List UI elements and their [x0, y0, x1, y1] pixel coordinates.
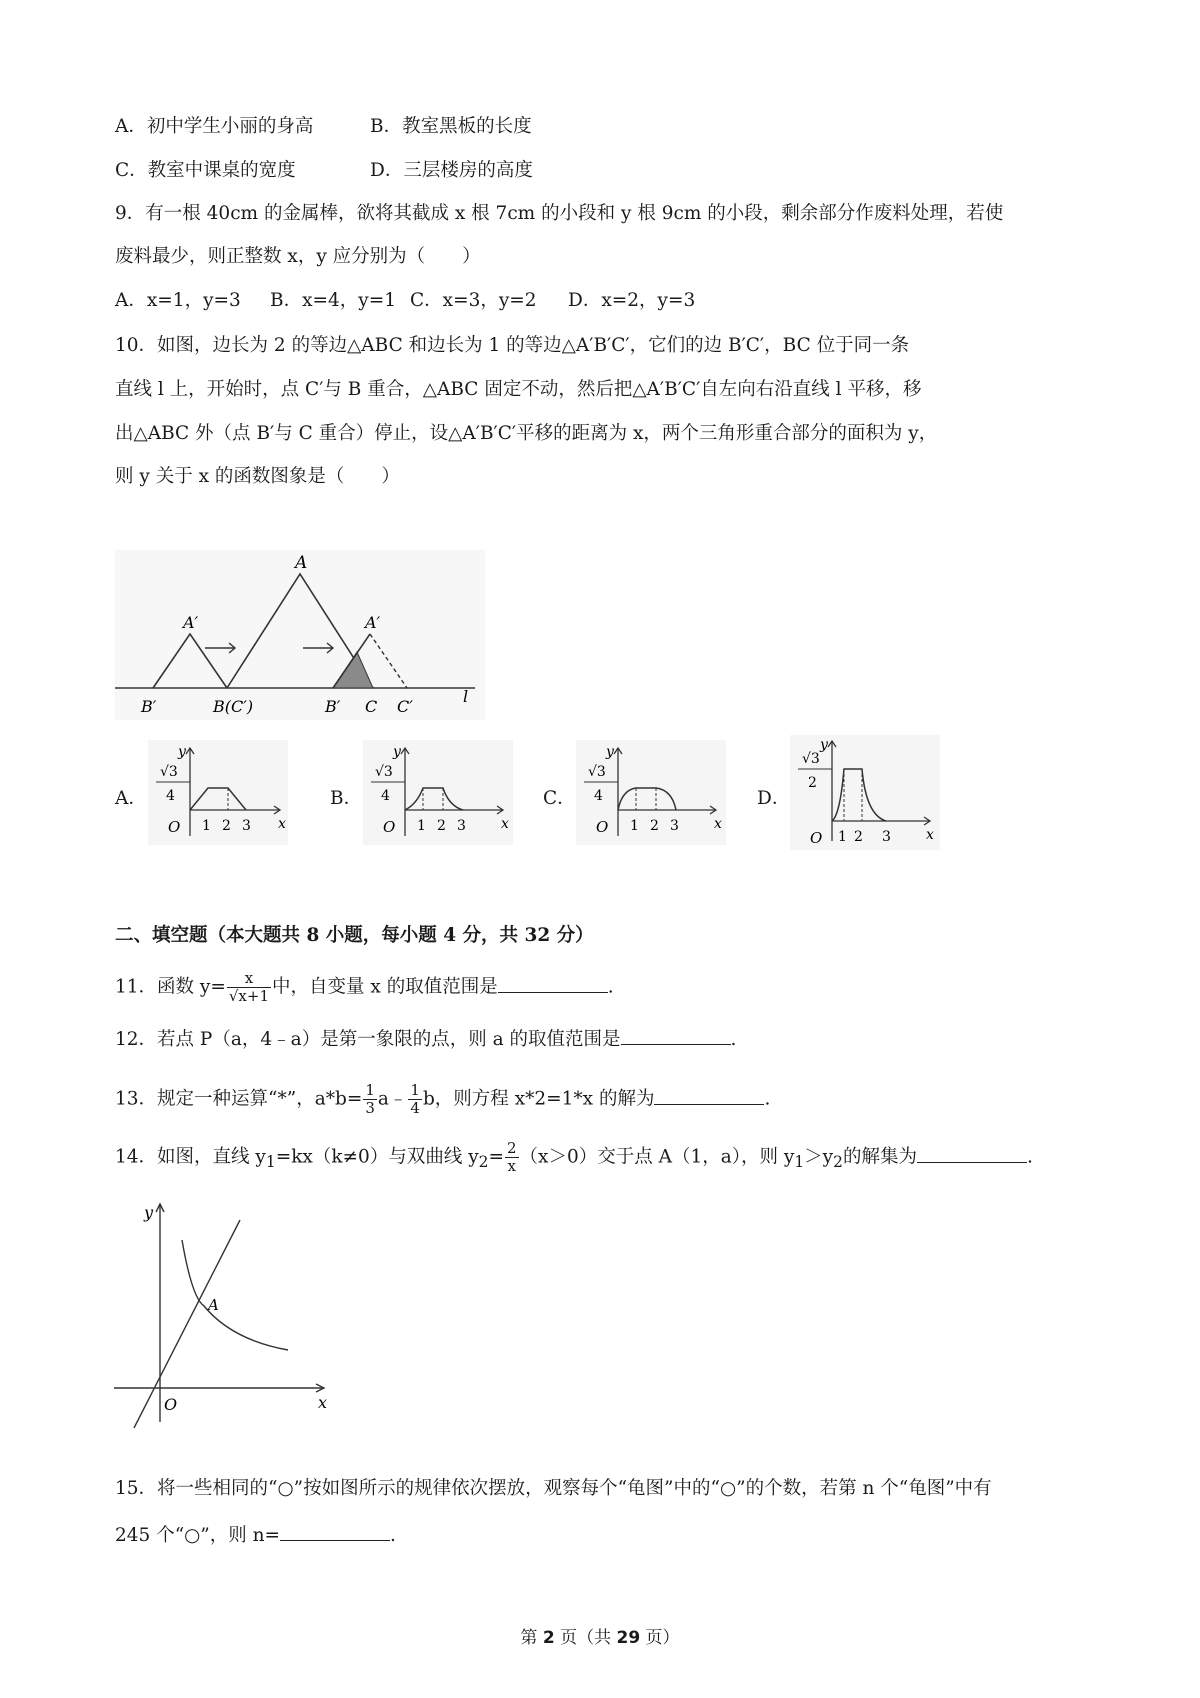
q14-end: . [1026, 1146, 1033, 1168]
q9-option-c: C．x=3，y=2 [410, 290, 537, 311]
label-l: l [463, 687, 469, 706]
graph-d-x-label: x [926, 827, 934, 843]
graph-b-den: 4 [381, 788, 390, 804]
q13-text [115, 1082, 770, 1117]
q13-prefix: 13．规定一种运算“*”，a*b= [115, 1088, 363, 1110]
q14-x-label: x [318, 1393, 328, 1412]
q10-option-b-letter: B． [330, 788, 363, 809]
q15-line2-prefix: 245 个“○”，则 n= [115, 1525, 281, 1546]
q14-sub-3: 1 [794, 1153, 805, 1172]
q14-origin-label: O [164, 1395, 178, 1414]
q9-option-d: D．x=2，y=3 [568, 290, 696, 311]
footer-total-pages: 29 [616, 1628, 641, 1648]
q8-option-d: D．三层楼房的高度 [370, 160, 533, 181]
q13-middle: a﹣ [377, 1088, 408, 1110]
graph-b-origin: O [383, 818, 396, 836]
q11-prefix: 11．函数 y= [115, 976, 226, 998]
graph-a-tick1: 1 [202, 818, 211, 834]
graph-d-tick2: 2 [854, 829, 863, 845]
graph-b-y-label: y [393, 744, 401, 760]
q8-option-b: B．教室黑板的长度 [370, 116, 532, 137]
graph-c-tick2: 2 [650, 818, 659, 834]
q13-fraction-1-denominator: 3 [365, 1099, 375, 1117]
footer-middle: 页（共 [554, 1628, 617, 1648]
footer-prefix: 第 [520, 1628, 543, 1648]
graph-a-sqrt3: √3 [160, 764, 178, 780]
q14-prefix: 14．如图，直线 y [115, 1146, 266, 1168]
graph-d-sqrt3: √3 [802, 751, 820, 767]
q11-fraction-numerator: x [227, 970, 271, 988]
q13-fraction-2-denominator: 4 [410, 1099, 420, 1117]
q15-end: . [390, 1525, 396, 1546]
label-a: A [295, 553, 308, 573]
graph-c-tick1: 1 [630, 818, 639, 834]
q14-middle-4: ＞y [804, 1146, 834, 1168]
section-2-heading: 二、填空题（本大题共 8 小题，每小题 4 分，共 32 分） [115, 925, 594, 946]
graph-a-tick3: 3 [242, 818, 251, 834]
q13-fraction-1-numerator: 1 [365, 1081, 375, 1099]
graph-d-tick3: 3 [882, 829, 891, 845]
q9-text-line2: 废料最少，则正整数 x，y 应分别为（ ） [115, 246, 481, 267]
label-a-prime-2: A′ [365, 613, 381, 632]
q11-suffix: 中，自变量 x 的取值范围是 [272, 976, 498, 998]
q14-middle-3: （x＞0）交于点 A（1，a），则 y [519, 1146, 795, 1168]
q15-text-line1: 15．将一些相同的“○”按如图所示的规律依次摆放，观察每个“龟图”中的“○”的个数，若第 n 个“龟图”中有 [115, 1478, 992, 1499]
footer-page-number: 2 [542, 1628, 555, 1648]
q12-answer-blank[interactable] [621, 1026, 731, 1045]
q10-option-c-graph [576, 740, 726, 845]
q11-answer-blank[interactable] [498, 974, 608, 993]
q10-text-line2: 直线 l 上，开始时，点 C′与 B 重合，△ABC 固定不动，然后把△A′B′C′自左向右沿直线 l 平移，移 [115, 379, 922, 400]
q13-fraction-2 [408, 1082, 422, 1117]
graph-b-x-label: x [501, 816, 509, 832]
q14-text [115, 1140, 1033, 1176]
label-a-prime-1: A′ [183, 613, 199, 632]
graph-b-sqrt3: √3 [375, 764, 393, 780]
q15-answer-blank[interactable] [280, 1522, 390, 1541]
graph-a-tick2: 2 [222, 818, 231, 834]
graph-c-tick3: 3 [670, 818, 679, 834]
q14-graph-figure [112, 1198, 334, 1430]
q12-end: . [730, 1029, 737, 1050]
q10-text-line3: 出△ABC 外（点 B′与 C 重合）停止，设△A′B′C′平移的距离为 x，两个三角形重合部分的面积为 y， [115, 423, 938, 444]
label-b-prime-1: B′ [141, 697, 157, 716]
page-footer [0, 1623, 1200, 1648]
q13-fraction-1 [363, 1082, 377, 1117]
q11-fraction-denominator: √x+1 [228, 987, 270, 1005]
figure-background [115, 550, 485, 720]
q10-option-d-letter: D． [757, 788, 791, 809]
graph-d-tick1: 1 [838, 829, 847, 845]
q10-text-line4: 则 y 关于 x 的函数图象是（ ） [115, 466, 400, 487]
q15-text-line2 [115, 1522, 396, 1550]
graph-b-tick2: 2 [437, 818, 446, 834]
label-b-prime-2: B′ [325, 697, 341, 716]
graph-c-den: 4 [594, 788, 603, 804]
graph-c-y-label: y [606, 744, 614, 760]
q14-suffix: 的解集为 [842, 1146, 917, 1168]
q10-triangles-figure [115, 550, 485, 720]
graph-c-origin: O [596, 818, 609, 836]
q14-hyperbola-y2 [182, 1240, 288, 1350]
graph-a-origin: O [168, 818, 181, 836]
q14-middle-1: =kx（k≠0）与双曲线 y [275, 1146, 479, 1168]
graph-c-x-label: x [714, 816, 722, 832]
q14-sub-1: 1 [265, 1153, 276, 1172]
q14-fraction [505, 1140, 519, 1175]
graph-d-origin: O [810, 829, 823, 847]
footer-suffix: 页） [640, 1628, 680, 1648]
graph-b-tick3: 3 [457, 818, 466, 834]
graph-c-sqrt3: √3 [588, 764, 606, 780]
q13-suffix: b，则方程 x*2=1*x 的解为 [422, 1088, 655, 1110]
q10-option-d-graph [790, 735, 940, 850]
q13-answer-blank[interactable] [654, 1086, 764, 1105]
q10-option-a-letter: A． [115, 788, 147, 809]
q13-fraction-2-numerator: 1 [410, 1081, 420, 1099]
label-c-prime: C′ [397, 697, 413, 716]
q14-sub-4: 2 [833, 1153, 843, 1172]
q9-text-line1: 9．有一根 40cm 的金属棒，欲将其截成 x 根 7cm 的小段和 y 根 9cm 的小段，剩余部分作废料处理，若使 [115, 203, 1004, 224]
graph-a-y-label: y [178, 744, 186, 760]
q8-option-c: C．教室中课桌的宽度 [115, 160, 296, 181]
graph-b-tick1: 1 [417, 818, 426, 834]
q14-sub-2: 2 [478, 1153, 489, 1172]
q8-option-a: A．初中学生小丽的身高 [115, 116, 314, 137]
q10-option-c-letter: C． [543, 788, 576, 809]
q9-option-a: A．x=1，y=3 [115, 290, 241, 311]
q14-middle-2: = [488, 1146, 504, 1168]
q10-text-line1: 10．如图，边长为 2 的等边△ABC 和边长为 1 的等边△A′B′C′，它们的边 B′C′，BC 位于同一条 [115, 335, 910, 356]
q14-y-label: y [144, 1203, 154, 1222]
label-b-c-prime: B(C′) [213, 697, 254, 716]
q14-answer-blank[interactable] [917, 1144, 1027, 1163]
q11-end: . [607, 976, 614, 998]
q10-option-b-graph [363, 740, 513, 845]
graph-d-y-label: y [820, 737, 828, 753]
graph-d-den: 2 [808, 775, 817, 791]
q11-text [115, 970, 614, 1005]
q14-fraction-numerator: 2 [506, 1139, 517, 1157]
q13-end: . [764, 1088, 771, 1110]
label-c: C [365, 697, 378, 716]
graph-a-den: 4 [166, 788, 175, 804]
q9-option-b: B．x=4，y=1 [270, 290, 397, 311]
q11-fraction [227, 970, 271, 1005]
q14-point-a-label: A [208, 1296, 219, 1314]
q14-fraction-denominator: x [507, 1157, 516, 1175]
q12-body: 12．若点 P（a，4﹣a）是第一象限的点，则 a 的取值范围是 [115, 1029, 621, 1050]
q10-option-a-graph [148, 740, 288, 845]
graph-a-x-label: x [278, 816, 286, 832]
q12-text [115, 1026, 736, 1054]
